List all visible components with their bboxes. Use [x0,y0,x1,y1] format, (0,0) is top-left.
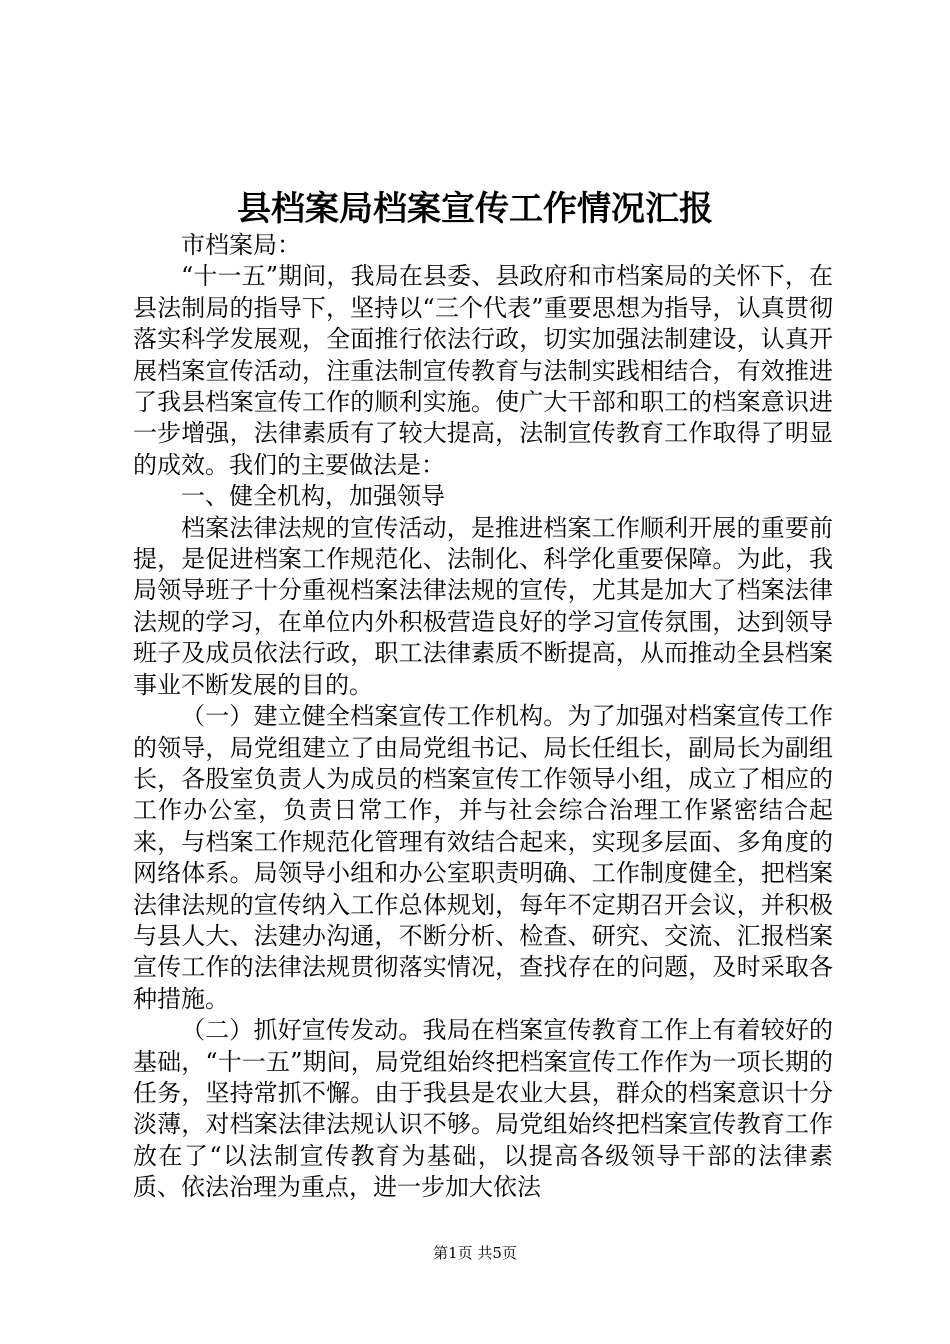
paragraph-section-1: 档案法律法规的宣传活动，是推进档案工作顺利开展的重要前提，是促进档案工作规范化、法制化、科学化重要保障。为此，我局领导班子十分重视档案法律法规的宣传，尤其是加大了档案法律法规的学习，在单位内外积极营造良好的学习宣传氛围，达到领导班子及成员依法行政，职工法律素质不断提高，从而推动全县档案事业不断发展的目的。 [133,513,833,699]
page-footer: 第1页 共5页 [433,1244,517,1262]
document-title: 县档案局档案宣传工作情况汇报 [237,189,713,229]
document-body [133,230,833,1204]
paragraph-subsection-2: （二）抓好宣传发动。我局在档案宣传教育工作上有着较好的基础，“十一五”期间，局党组始终把档案宣传工作作为一项长期的任务，坚持常抓不懈。由于我县是农业大县，群众的档案意识十分淡薄，对档案法律法规认识不够。局党组始终把档案宣传教育工作放在了“以法制宣传教育为基础，以提高各级领导干部的法律素质、依法治理为重点，进一步加大依法 [133,1016,833,1202]
salutation: 市档案局： [181,231,301,259]
paragraph-subsection-1: （一）建立健全档案宣传工作机构。为了加强对档案宣传工作的领导，局党组建立了由局党组书记、局长任组长，副局长为副组长，各股室负责人为成员的档案宣传工作领导小组，成立了相应的工作办公室，负责日常工作，并与社会综合治理工作紧密结合起来，与档案工作规范化管理有效结合起来，实现多层面、多角度的网络体系。局领导小组和办公室职责明确、工作制度健全，把档案法律法规的宣传纳入工作总体规划，每年不定期召开会议，并积极与县人大、法建办沟通，不断分析、检查、研究、交流、汇报档案宣传工作的法律法规贯彻落实情况，查找存在的问题，及时采取各种措施。 [133,702,833,1013]
paragraph-intro: “十一五”期间，我局在县委、县政府和市档案局的关怀下，在县法制局的指导下，坚持以“三个代表”重要思想为指导，认真贯彻落实科学发展观，全面推行依法行政，切实加强法制建设，认真开展档案宣传活动，注重法制宣传教育与法制实践相结合，有效推进了我县档案宣传工作的顺利实施。使广大干部和职工的档案意识进一步增强，法律素质有了较大提高，法制宣传教育工作取得了明显的成效。我们的主要做法是： [133,262,833,479]
section-heading-1: 一、健全机构，加强领导 [181,482,445,511]
